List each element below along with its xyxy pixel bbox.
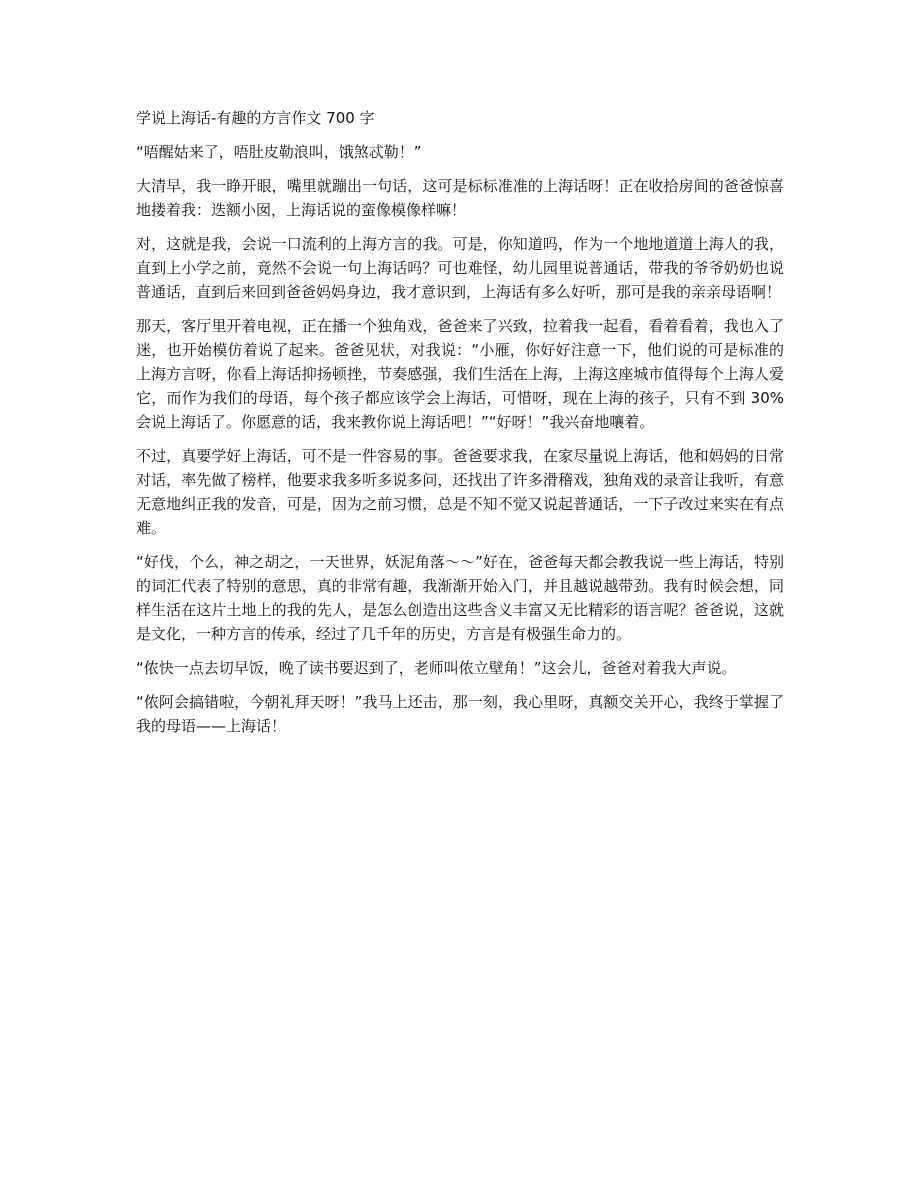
document-page <box>136 106 784 748</box>
paragraph-3: 对，这就是我，会说一口流利的上海方言的我。可是，你知道吗，作为一个地地道道上海人的我，直到上小学之前，竟然不会说一句上海话吗？可也难怪，幼儿园里说普通话，带我的爷爷奶奶也说普通话，直到后来回到爸爸妈妈身边，我才意识到，上海话有多么好听，那可是我的亲亲母语啊！ <box>136 235 784 301</box>
paragraph-7: “侬快一点去切早饭，晚了读书要迟到了，老师叫侬立壁角！”这会儿，爸爸对着我大声说。 <box>136 659 737 677</box>
paragraph-5: 不过，真要学好上海话，可不是一件容易的事。爸爸要求我，在家尽量说上海话，他和妈妈的日常对话，率先做了榜样，他要求我多听多说多问，还找出了许多滑稽戏，独角戏的录音让我听，有意无意地纠正我的发音，可是，因为之前习惯，总是不知不觉又说起普通话，一下子改过来实在有点难。 <box>136 447 784 537</box>
document-title: 学说上海话-有趣的方言作文 700 字 <box>136 109 375 127</box>
paragraph-6: “好伐，个么，神之胡之，一天世界，妖泥角落～～”好在，爸爸每天都会教我说一些上海话，特别的词汇代表了特别的意思，真的非常有趣，我渐渐开始入门，并且越说越带劲。我有时候会想，同样生活在这片土地上的我的先人，是怎么创造出这些含义丰富又无比精彩的语言呢？爸爸说，这就是文化，一种方言的传承，经过了几千年的历史，方言是有极强生命力的。 <box>136 553 784 643</box>
paragraph-8: “侬阿会搞错啦，今朝礼拜天呀！”我马上还击，那一刻，我心里呀，真额交关开心，我终于掌握了我的母语——上海话！ <box>136 693 784 735</box>
paragraph-1: “唔醒姑来了，唔肚皮勒浪叫，饿煞忒勒！” <box>136 143 422 161</box>
paragraph-2: 大清早，我一睁开眼，嘴里就蹦出一句话，这可是标标准准的上海话呀！正在收拾房间的爸爸惊喜地搂着我：迭额小囡，上海话说的蛮像模像样嘛！ <box>136 177 784 219</box>
paragraph-4: 那天，客厅里开着电视，正在播一个独角戏，爸爸来了兴致，拉着我一起看，看着看着，我也入了迷，也开始模仿着说了起来。爸爸见状，对我说：“小雁，你好好注意一下，他们说的可是标准的上海方言呀，你看上海话抑扬顿挫，节奏感强，我们生活在上海，上海这座城市值得每个上海人爱它，而作为我们的母语，每个孩子都应该学会上海话，可惜呀，现在上海的孩子，只有不到 30%会说上海话了。你愿意的话，我来教你说上海话吧！”“好呀！”我兴奋地嚷着。 <box>136 317 784 431</box>
